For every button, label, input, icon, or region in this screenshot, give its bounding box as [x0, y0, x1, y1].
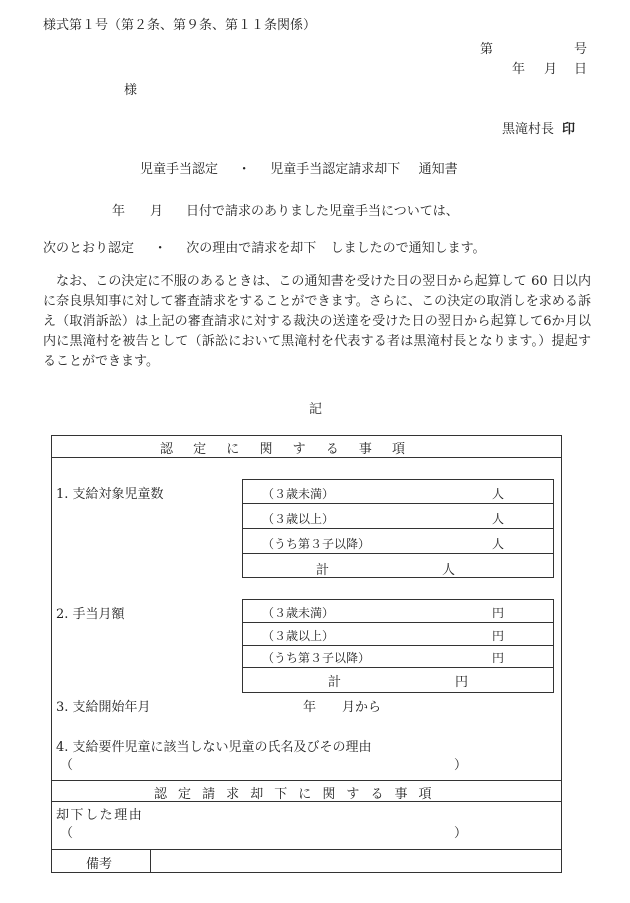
title-part3: 通知書 — [418, 162, 458, 177]
issuer-name: 黒滝村長 — [502, 122, 555, 137]
start-month-label: 3. 支給開始年月 — [56, 700, 151, 715]
children-row-unit: 人 — [492, 537, 505, 551]
intro-approve: 次のとおり認定 — [43, 241, 135, 256]
children-row-label: （３歳未満） — [262, 487, 335, 501]
date-year: 年 — [512, 62, 526, 77]
date-month: 月 — [544, 62, 558, 77]
issuer — [502, 118, 575, 137]
amount-row-unit: 円 — [492, 651, 505, 665]
amount-total-label: 計 — [328, 675, 342, 690]
date-day: 日 — [574, 62, 588, 77]
intro-month: 月 — [150, 204, 164, 219]
approval-heading: 認定に関する事項 — [160, 442, 426, 457]
amount-row-unit: 円 — [492, 629, 505, 643]
ineligible-label: 4. 支給要件児童に該当しない児童の氏名及びその理由 — [56, 740, 372, 755]
intro-year: 年 — [112, 204, 126, 219]
children-row-unit: 人 — [492, 512, 505, 526]
title-part2: 児童手当認定請求却下 — [270, 162, 401, 177]
seal-mark: 印 — [562, 122, 576, 137]
document-number-prefix: 第 — [480, 42, 494, 57]
title-part1: 児童手当認定 — [140, 162, 219, 177]
amount-total-unit: 円 — [455, 675, 469, 690]
amount-row-unit: 円 — [492, 606, 505, 620]
amount-row-label: （うち第３子以降） — [262, 651, 371, 665]
children-row-unit: 人 — [492, 487, 505, 501]
children-count-label: 1. 支給対象児童数 — [56, 487, 164, 502]
children-total-label: 計 — [316, 563, 330, 578]
appeal-notice: なお、この決定に不服のあるときは、この通知書を受けた日の翌日から起算して 60 日以内に奈良県知事に対して審査請求をすることができます。さらに、この決定の取消しを求める訴え（取消訴訟）は上記の審査請求に対する裁決の送達を受けた日の翌日から起算して6か月以内に黒滝村を被告として（訴訟において黒滝村を代表する者は黒滝村長となります。）提起することができます。 — [43, 274, 591, 369]
document-title — [140, 158, 458, 177]
rejection-heading: 認定請求却下に関する事項 — [154, 787, 443, 802]
children-row-label: （３歳以上） — [262, 512, 335, 526]
monthly-amount-label: 2. 手当月額 — [56, 607, 125, 622]
intro-notify: しましたので通知します。 — [330, 241, 486, 256]
ineligible-paren-open: （ — [60, 758, 74, 773]
start-month: 月から — [342, 700, 382, 715]
rejection-reason-label: 却下した理由 — [56, 808, 144, 823]
ki-heading: 記 — [309, 402, 323, 417]
children-row-label: （うち第３子以降） — [262, 537, 371, 551]
rejection-paren-open: （ — [60, 826, 74, 841]
intro-reject: 次の理由で請求を却下 — [186, 241, 317, 256]
document-number-suffix: 号 — [574, 42, 588, 57]
remarks-label: 備考 — [86, 857, 113, 872]
start-year: 年 — [303, 700, 317, 715]
rejection-paren-close: ） — [454, 826, 468, 841]
children-total-unit: 人 — [442, 563, 456, 578]
amount-row-label: （３歳未満） — [262, 606, 335, 620]
intro-text: 日付で請求のありました児童手当については、 — [186, 204, 459, 219]
recipient-suffix: 様 — [124, 83, 138, 98]
intro-line2 — [43, 237, 486, 256]
ineligible-paren-close: ） — [454, 758, 468, 773]
amount-row-label: （３歳以上） — [262, 629, 335, 643]
intro-dot: ・ — [153, 241, 167, 256]
title-dot: ・ — [237, 162, 251, 177]
form-number: 様式第１号（第２条、第９条、第１１条関係） — [43, 18, 317, 33]
